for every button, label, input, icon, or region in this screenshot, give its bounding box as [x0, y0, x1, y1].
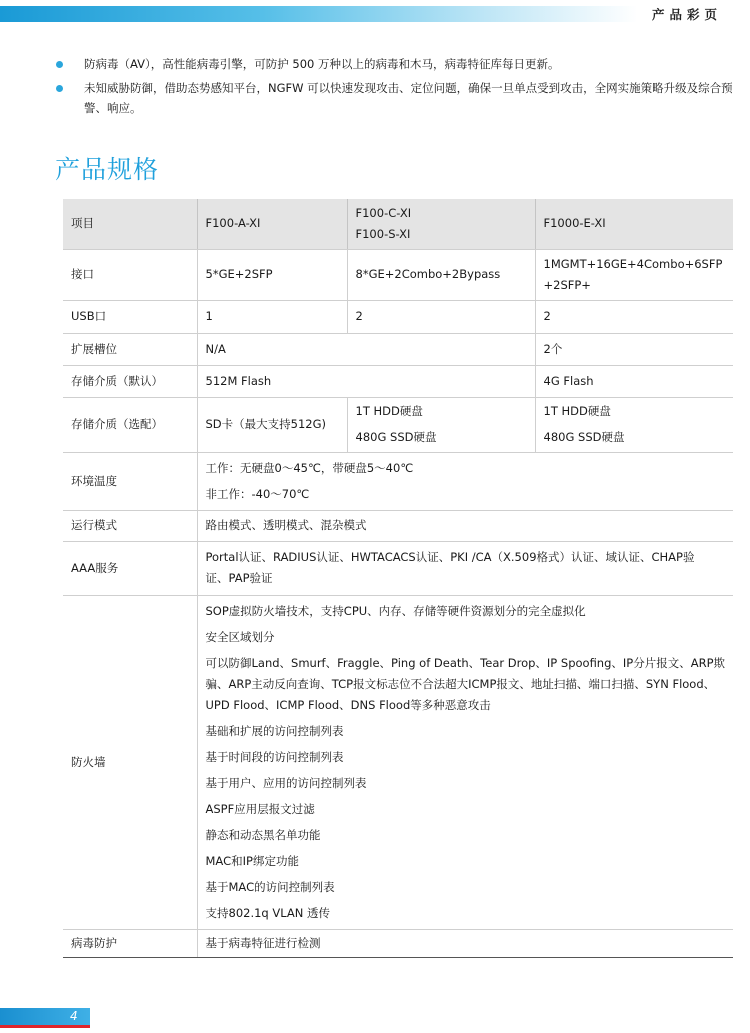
list-item: 基于时间段的访问控制列表 — [205, 749, 344, 764]
list-item: 支持802.1q VLAN 透传 — [205, 905, 331, 920]
cell-value: 2 — [347, 300, 535, 333]
section-title: 产品规格 — [55, 155, 160, 184]
cell-value: 1T HDD硬盘 480G SSD硬盘 — [535, 397, 733, 452]
table-row — [63, 929, 733, 957]
row-label: AAA服务 — [63, 541, 197, 595]
cell-value: 1 — [197, 300, 347, 333]
cell-value: 1MGMT+16GE+4Combo+6SFP +2SFP+ — [535, 249, 733, 300]
table-header-row — [63, 199, 733, 249]
row-label: 扩展槽位 — [63, 333, 197, 365]
cell-value: Portal认证、RADIUS认证、HWTACACS认证、PKI /CA（X.509格式）认证、域认证、CHAP验 证、PAP验证 — [197, 541, 733, 595]
row-label: 存储介质（选配） — [63, 397, 197, 452]
cell-value: 2个 — [535, 333, 733, 365]
row-label: 环境温度 — [63, 452, 197, 510]
row-label: 运行模式 — [63, 510, 197, 541]
list-item: ASPF应用层报文过滤 — [205, 801, 315, 816]
bullet-text: 防病毒（AV），高性能病毒引擎，可防护 500 万种以上的病毒和木马，病毒特征库每日更新。 — [84, 57, 560, 71]
table-row — [63, 510, 733, 541]
page-number: 4 — [70, 1009, 78, 1023]
table-row — [63, 333, 733, 365]
firewall-feature-list — [197, 595, 733, 929]
row-label: 接口 — [63, 249, 197, 300]
cell-value: N/A — [197, 333, 535, 365]
list-item: 静态和动态黑名单功能 — [205, 827, 321, 842]
header-cell-model-c: F100-C-XI F100-S-XI — [347, 199, 535, 249]
cell-value: 4G Flash — [535, 365, 733, 397]
table-row — [63, 249, 733, 300]
bullet-dot-icon — [56, 61, 63, 68]
bullet-dot-icon — [56, 85, 63, 92]
list-item: 基于MAC的访问控制列表 — [205, 879, 335, 894]
feature-bullets — [56, 54, 736, 122]
bullet-item — [56, 78, 736, 118]
page-number-tab — [0, 1008, 90, 1028]
list-item: 安全区域划分 — [205, 629, 275, 644]
list-item: 可以防御Land、Smurf、Fraggle、Ping of Death、Tear Drop、IP Spoofing、IP分片报文、ARP欺骗、ARP主动反向查询、TCP报文标志位不合法超大ICMP报文、地址扫描、端口扫描、SYN Flood、UPD Flood、ICMP Flood、DNS Flood等多种恶意攻击 — [205, 655, 726, 712]
table-row — [63, 541, 733, 595]
row-label: 防火墙 — [63, 595, 197, 929]
table-row — [63, 397, 733, 452]
table-row — [63, 452, 733, 510]
header-cell-item: 项目 — [63, 199, 197, 249]
cell-value: 1T HDD硬盘 480G SSD硬盘 — [347, 397, 535, 452]
cell-value: 路由模式、透明模式、混杂模式 — [197, 510, 733, 541]
table-row — [63, 365, 733, 397]
list-item: 基础和扩展的访问控制列表 — [205, 723, 344, 738]
row-label: 存储介质（默认） — [63, 365, 197, 397]
header-gradient-bar — [0, 6, 750, 22]
cell-value: 8*GE+2Combo+2Bypass — [347, 249, 535, 300]
cell-value: 5*GE+2SFP — [197, 249, 347, 300]
spec-table — [63, 199, 733, 958]
cell-value: 基于病毒特征进行检测 — [197, 929, 733, 957]
table-row — [63, 300, 733, 333]
header-cell-model-e: F1000-E-XI — [535, 199, 733, 249]
header-cell-model-a: F100-A-XI — [197, 199, 347, 249]
cell-value: SD卡（最大支持512G) — [197, 397, 347, 452]
cell-value: 2 — [535, 300, 733, 333]
bullet-text: 未知威胁防御，借助态势感知平台，NGFW 可以快速发现攻击、定位问题，确保一旦单点受到攻击，全网实施策略升级及综合预警、响应。 — [84, 81, 733, 115]
header-label: 产品彩页 — [651, 7, 722, 22]
table-row — [63, 595, 733, 929]
row-label: 病毒防护 — [63, 929, 197, 957]
cell-value: 512M Flash — [197, 365, 535, 397]
list-item: MAC和IP绑定功能 — [205, 853, 299, 868]
bullet-item — [56, 54, 736, 74]
list-item: 基于用户、应用的访问控制列表 — [205, 775, 367, 790]
cell-value: 工作：无硬盘0～45℃，带硬盘5～40℃ 非工作：-40～70℃ — [197, 452, 733, 510]
row-label: USB口 — [63, 300, 197, 333]
list-item: SOP虚拟防火墙技术，支持CPU、内存、存储等硬件资源划分的完全虚拟化 — [205, 603, 586, 618]
